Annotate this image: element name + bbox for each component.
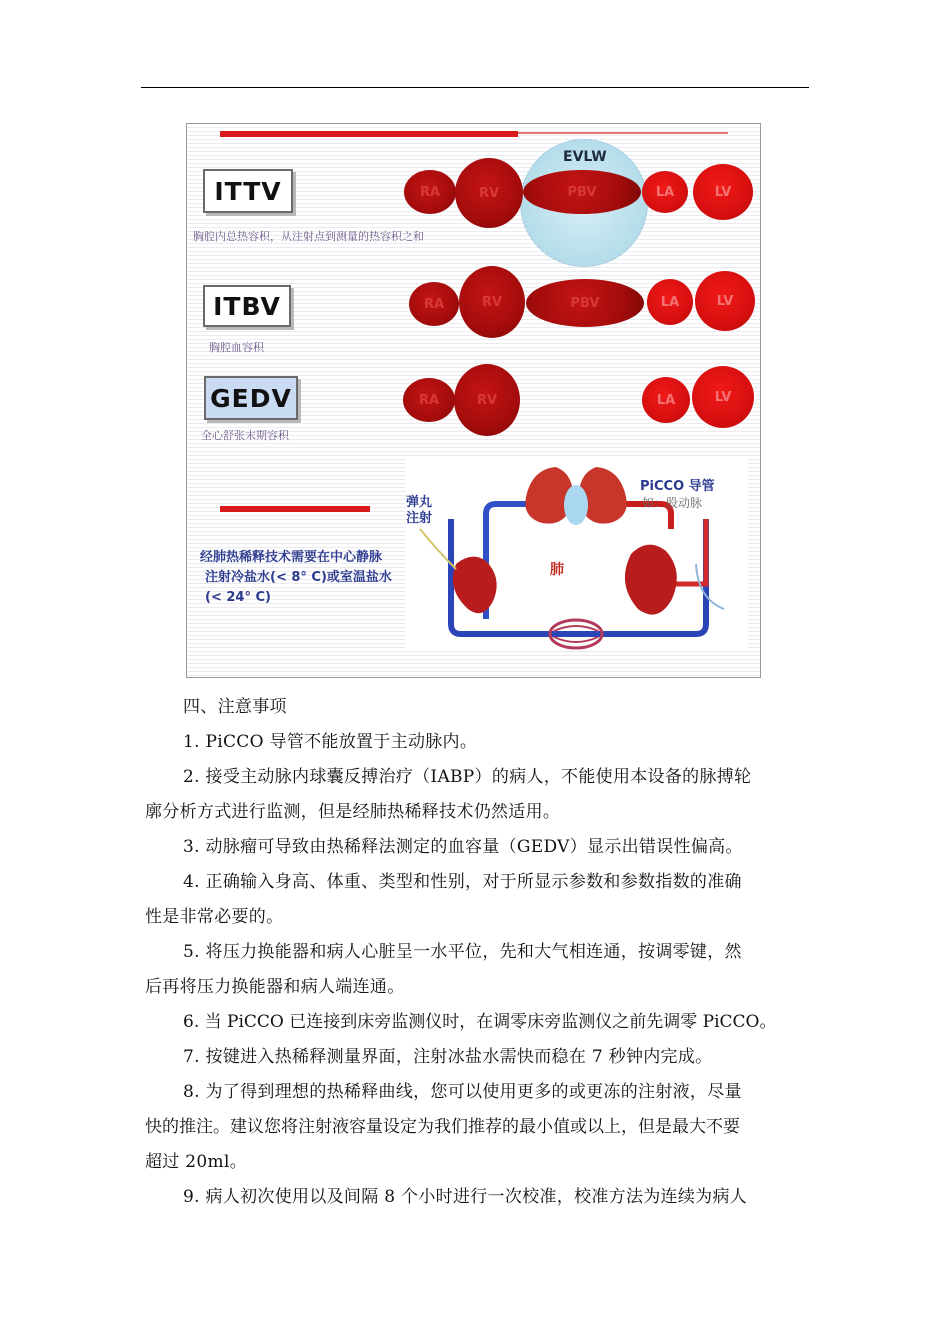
bolus-injection-label: 弹丸注射 bbox=[406, 495, 433, 526]
item-7: 7. 按键进入热稀释测量界面，注射冰盐水需快而稳在 7 秒钟内完成。 bbox=[183, 1047, 713, 1067]
gedv-ra: RA bbox=[403, 378, 455, 422]
picco-catheter-label: PiCCO 导管 bbox=[640, 479, 715, 494]
item-1: 1. PiCCO 导管不能放置于主动脉内。 bbox=[183, 732, 478, 752]
item-2-line-2: 廓分析方式进行监测，但是经肺热稀释技术仍然适用。 bbox=[145, 802, 561, 822]
thermodilution-note-1: 经肺热稀释技术需要在中心静脉 bbox=[200, 550, 383, 565]
itbv-caption: 胸腔血容积 bbox=[209, 341, 264, 354]
picco-volume-figure bbox=[186, 123, 761, 678]
itbv-label: ITBV bbox=[203, 285, 291, 327]
left-heart bbox=[625, 545, 677, 615]
ittv-lv: LV bbox=[693, 164, 753, 220]
lower-red-bar bbox=[220, 506, 370, 512]
ittv-caption: 胸腔内总热容积，从注射点到测量的热容积之和 bbox=[193, 230, 424, 243]
itbv-la: LA bbox=[647, 279, 693, 325]
right-heart bbox=[453, 557, 497, 614]
gedv-la: LA bbox=[642, 377, 690, 423]
item-4-line-1: 4. 正确输入身高、体重、类型和性别，对于所显示参数和参数指数的准确 bbox=[183, 872, 742, 892]
picco-catheter-sub: 如：股动脉 bbox=[642, 496, 703, 510]
ittv-ra: RA bbox=[404, 170, 456, 214]
item-5-line-1: 5. 将压力换能器和病人心脏呈一水平位，先和大气相连通，按调零键，然 bbox=[183, 942, 742, 962]
ittv-pbv: PBV bbox=[523, 170, 641, 214]
itbv-ra: RA bbox=[409, 282, 459, 326]
evlw-label: EVLW bbox=[563, 149, 607, 165]
ittv-rv: RV bbox=[455, 158, 523, 228]
gedv-lv: LV bbox=[692, 366, 754, 428]
item-8-line-2: 快的推注。建议您将注射液容量设定为我们推荐的最小值或以上，但是最大不要 bbox=[145, 1117, 740, 1137]
top-red-bar bbox=[220, 131, 518, 137]
ittv-la: LA bbox=[642, 171, 688, 213]
ittv-label: ITTV bbox=[203, 169, 293, 213]
gedv-rv: RV bbox=[454, 364, 520, 436]
lung-label: 肺 bbox=[550, 562, 564, 578]
picco-catheter-line bbox=[696, 564, 724, 609]
gedv-label: GEDV bbox=[204, 376, 298, 420]
itbv-rv: RV bbox=[459, 266, 525, 338]
thermodilution-note-3: (< 24° C) bbox=[205, 590, 271, 605]
header-rule bbox=[141, 87, 809, 88]
item-4-line-2: 性是非常必要的。 bbox=[145, 907, 284, 927]
thermodilution-note-2: 注射冷盐水(< 8° C)或室温盐水 bbox=[205, 570, 392, 585]
top-red-bar-thin bbox=[518, 132, 728, 134]
section-heading: 四、注意事项 bbox=[183, 697, 287, 717]
itbv-pbv: PBV bbox=[526, 279, 644, 327]
item-9-line-1: 9. 病人初次使用以及间隔 8 个小时进行一次校准，校准方法为连续为病人 bbox=[183, 1187, 748, 1207]
itbv-lv: LV bbox=[695, 271, 755, 331]
item-6: 6. 当 PiCCO 已连接到床旁监测仪时，在调零床旁监测仪之前先调零 PiCCO。 bbox=[183, 1012, 777, 1032]
item-2-line-1: 2. 接受主动脉内球囊反搏治疗（IABP）的病人，不能使用本设备的脉搏轮 bbox=[183, 767, 752, 787]
lung-interstitium bbox=[564, 485, 588, 525]
item-8-line-1: 8. 为了得到理想的热稀释曲线，您可以使用更多的或更冻的注射液，尽量 bbox=[183, 1082, 742, 1102]
gedv-caption: 全心舒张末期容积 bbox=[201, 429, 289, 442]
item-5-line-2: 后再将压力换能器和病人端连通。 bbox=[145, 977, 405, 997]
circulation-diagram bbox=[406, 459, 748, 651]
item-8-line-3: 超过 20ml。 bbox=[145, 1152, 247, 1172]
item-3: 3. 动脉瘤可导致由热稀释法测定的血容量（GEDV）显示出错误性偏高。 bbox=[183, 837, 743, 857]
